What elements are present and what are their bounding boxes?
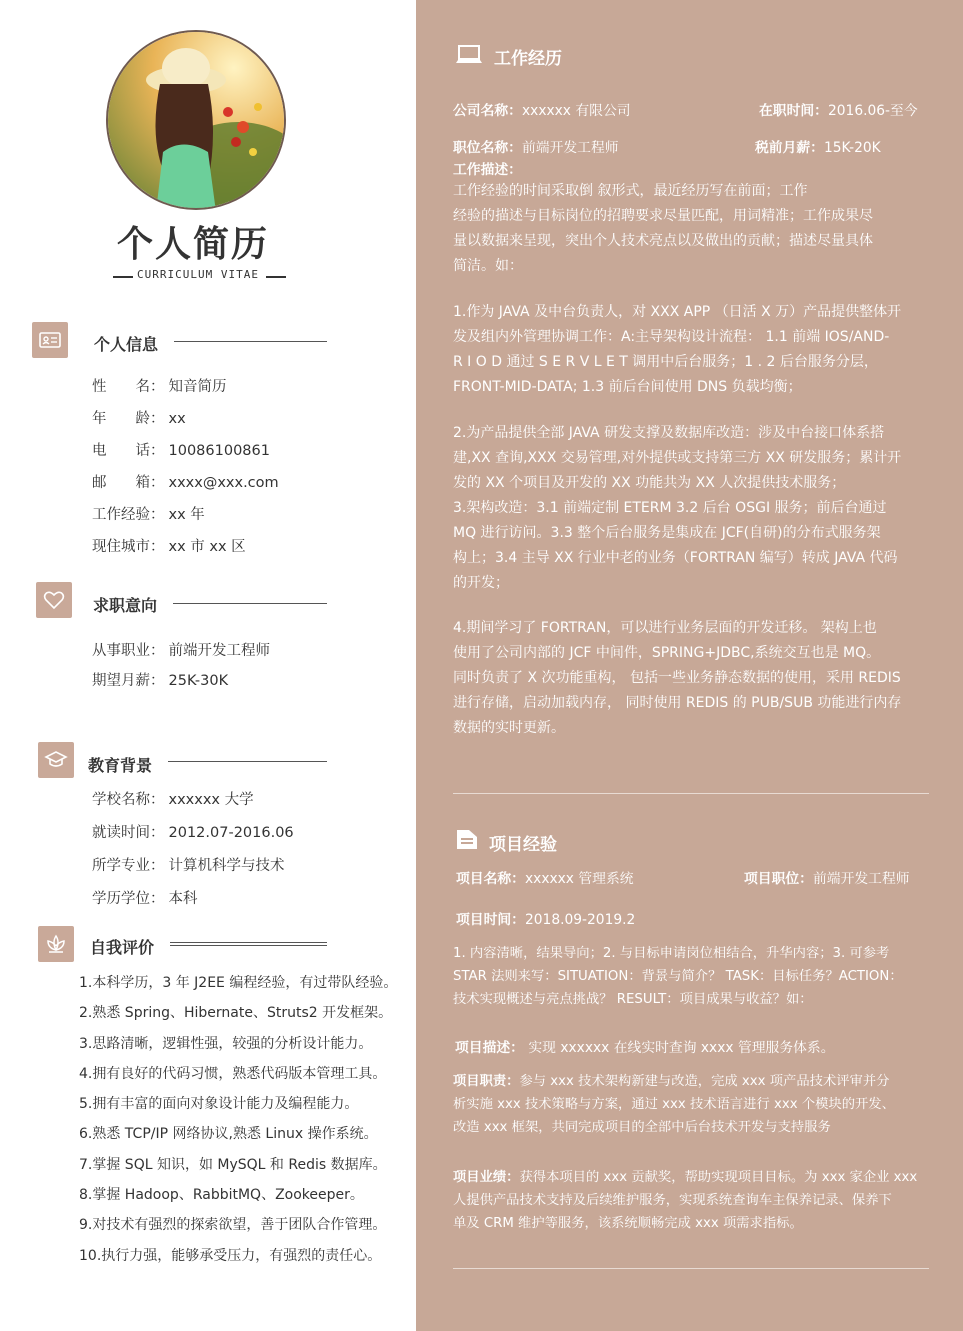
work-desc-label: 工作描述： xyxy=(453,162,522,178)
heart-icon xyxy=(36,582,72,618)
subtitle-right-dash xyxy=(266,276,286,278)
info-row-occupation: 从事职业： 前端开发工程师 xyxy=(92,643,270,659)
project-intro: 1. 内容清晰，结果导向；2. 与目标申请岗位相结合，升华内容；3. 可参考 STAR 法则来写：SITUATION：背景与简介？ TASK：目标任务？ACTION： 技术实现概述与亮点挑战？ RESULT：项目成果与收益？如： xyxy=(453,946,903,1007)
section-divider xyxy=(453,793,929,794)
document-icon xyxy=(455,827,479,855)
section-divider xyxy=(174,341,327,342)
work-time: 在职时间：2016.06-至今 xyxy=(759,103,918,119)
section-divider xyxy=(173,603,327,604)
project-description: 项目描述： 实现 xxxxxx 在线实时查询 xxxx 管理服务体系。 xyxy=(455,1040,835,1056)
section-title-personal: 个人信息 xyxy=(94,335,159,354)
list-item: 1.本科学历，3 年 J2EE 编程经验，有过带队经验。 xyxy=(79,975,398,991)
section-title-evaluation: 自我评价 xyxy=(90,938,155,957)
info-row-degree: 学历学位： 本科 xyxy=(92,891,198,907)
work-description: 工作经验的时间采取倒 叙形式，最近经历写在前面；工作 经验的描述与目标岗位的招聘要求尽量匹配，用词精准；工作成果尽 量以数据来呈现，突出个人技术亮点以及做出的贡献；描述尽量具体 简洁。如： xyxy=(453,183,873,274)
left-column xyxy=(0,0,416,1331)
section-divider xyxy=(453,1268,929,1269)
info-row-city: 现住城市： xx 市 xx 区 xyxy=(92,539,246,555)
evaluation-list xyxy=(79,968,397,1271)
list-item: 8.掌握 Hadoop、RabbitMQ、Zookeeper。 xyxy=(79,1187,364,1204)
info-row-school: 学校名称： xxxxxx 大学 xyxy=(92,792,254,808)
list-item: 6.熟悉 TCP/IP 网络协议,熟悉 Linux 操作系统。 xyxy=(79,1126,378,1143)
project-time: 项目时间：2018.09-2019.2 xyxy=(456,912,636,928)
lotus-icon xyxy=(38,926,74,962)
project-role: 项目职位：前端开发工程师 xyxy=(744,871,910,887)
section-divider xyxy=(170,942,327,943)
project-duties: 项目职责：参与 xxx 技术架构新建与改造，完成 xxx 项产品技术评审并分 析实施 xxx 技术策略与方案，通过 xxx 技术语言进行 xxx 个模块的开发、 改造 xxx 框架，共同完成项目的全部中后台技术开发与支持服务 xyxy=(453,1074,895,1135)
list-item: 9.对技术有强烈的探索欲望，善于团队合作管理。 xyxy=(79,1217,387,1234)
list-item: 10.执行力强，能够承受压力，有强烈的责任心。 xyxy=(79,1247,382,1264)
list-item: 7.掌握 SQL 知识，如 MySQL 和 Redis 数据库。 xyxy=(79,1156,387,1173)
info-row-age: 年 龄： xx xyxy=(92,411,186,427)
section-title-project: 项目经验 xyxy=(489,835,557,855)
info-row-period: 就读时间： 2012.07-2016.06 xyxy=(92,825,294,841)
project-results: 项目业绩：获得本项目的 xxx 贡献奖，帮助实现项目目标。为 xxx 家企业 xxx 人提供产品技术支持及后续维护服务，实现系统查询车主保养记录、保养下 单及 CRM 维护等服务，该系统顺畅完成 xxx 项需求指标。 xyxy=(453,1170,918,1231)
section-title-work: 工作经历 xyxy=(494,49,562,69)
info-row-salary: 期望月薪： 25K-30K xyxy=(92,673,229,689)
work-position: 职位名称：前端开发工程师 xyxy=(453,140,619,156)
resume-subtitle: CURRICULUM VITAE xyxy=(137,268,259,281)
list-item: 2.熟悉 Spring、Hibernate、Struts2 开发框架。 xyxy=(79,1005,393,1022)
section-divider xyxy=(168,761,327,762)
work-company: 公司名称：xxxxxx 有限公司 xyxy=(453,103,631,119)
info-row-major: 所学专业： 计算机科学与技术 xyxy=(92,858,285,874)
section-divider xyxy=(170,945,327,946)
section-title-education: 教育背景 xyxy=(88,756,153,775)
resume-title: 个人简历 xyxy=(116,224,269,265)
work-paragraph-1: 1.作为 JAVA 及中台负责人，对 XXX APP （日活 X 万）产品提供整体开 发及组内外管理协调工作：A:主导架构设计流程： 1.1 前端 IOS/AND- R I O D 通过 S E R V L E T 调用中后台服务；1 . 2 后台服务分层， FRONT-MID-DATA; 1.3 前后台间使用 DNS 负载均衡； xyxy=(453,304,902,395)
laptop-icon xyxy=(455,44,483,70)
info-row-email: 邮 箱： xxxx@xxx.com xyxy=(92,475,279,491)
section-title-intention: 求职意向 xyxy=(93,596,158,615)
work-salary: 税前月薪：15K-20K xyxy=(755,140,881,156)
list-item: 4.拥有良好的代码习惯，熟悉代码版本管理工具。 xyxy=(79,1065,387,1082)
info-row-phone: 电 话： 10086100861 xyxy=(92,443,270,459)
list-item: 5.拥有丰富的面向对象设计能力及编程能力。 xyxy=(79,1096,359,1113)
info-row-name: 性 名： 知音简历 xyxy=(92,379,227,395)
avatar xyxy=(106,30,286,210)
list-item: 3.思路清晰，逻辑性强，较强的分析设计能力。 xyxy=(79,1035,373,1052)
work-paragraph-2: 2.为产品提供全部 JAVA 研发支撑及数据库改造：涉及中台接口体系搭 建,XX 查询,XXX 交易管理,对外提供或支持第三方 XX 研发服务；累计开 发的 XX 个项目及开发的 XX 功能共为 XX 人次提供技术服务； 3.架构改造：3.1 前端定制 ETERM 3.2 后台 OSGI 服务；前后台通过 MQ 进行访问。3.3 整个后台服务是集成在 JCF(自研)的分布式服务架 构上；3.4 主导 XX 行业中老的业务（FORTRAN 编写）转成 JAVA 代码 的开发； xyxy=(453,425,902,591)
graduation-cap-icon xyxy=(38,742,74,778)
work-paragraph-3: 4.期间学习了 FORTRAN，可以进行业务层面的开发迁移。 架构上也 使用了公司内部的 JCF 中间件，SPRING+JDBC,系统交互也是 MQ。 同时负责了 X 次功能重构， 包括一些业务静态数据的使用，采用 REDIS 进行存储，启动加载内存， 同时使用 REDIS 的 PUB/SUB 功能进行内存 数据的实时更新。 xyxy=(453,620,902,736)
id-card-icon xyxy=(32,322,68,358)
info-row-experience: 工作经验： xx 年 xyxy=(92,507,205,523)
project-name: 项目名称：xxxxxx 管理系统 xyxy=(456,871,634,887)
